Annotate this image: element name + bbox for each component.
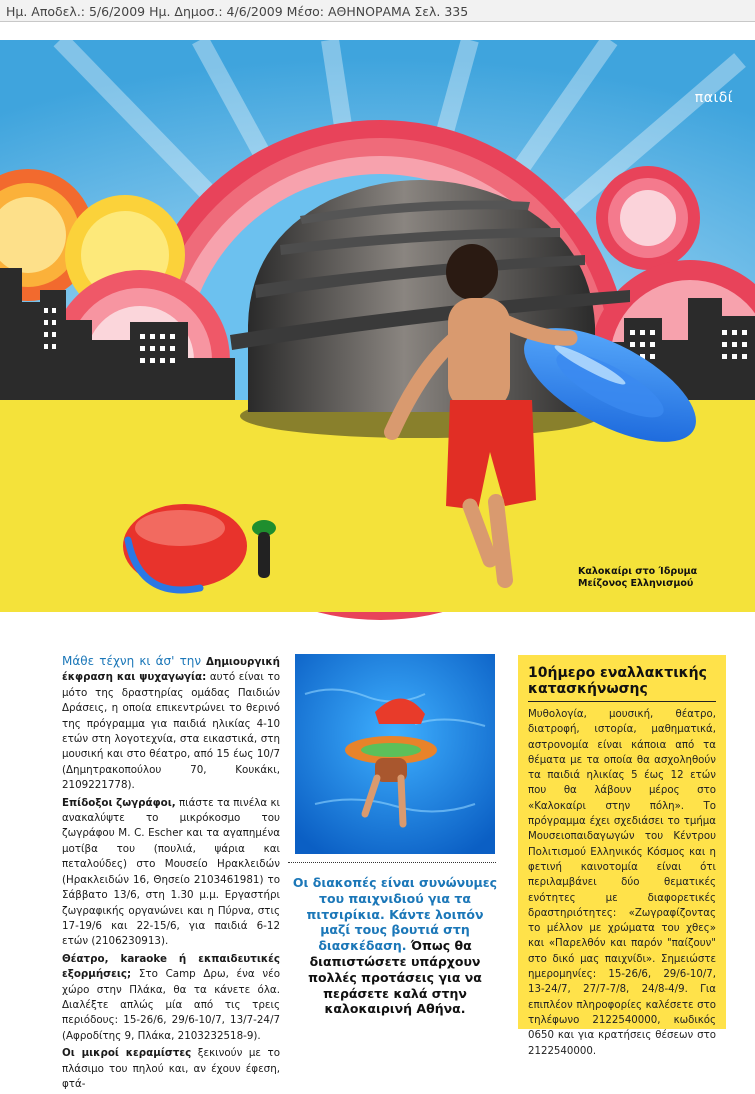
lead-heading: Μάθε τέχνη κι άσ' την — [62, 654, 202, 668]
camp-sidebar-box — [518, 655, 726, 1057]
clipping-header-text: Ημ. Αποδελ.: 5/6/2009 Ημ. Δημοσ.: 4/6/2009 Μέσο: ΑΘΗΝΟΡΑΜΑ Σελ. 335 — [6, 4, 469, 19]
camp-box-rule — [528, 701, 716, 702]
photo-caption: Καλοκαίρι στο Ίδρυμα Μείζονος Ελληνισμού — [578, 566, 698, 589]
section-tag: παιδί — [694, 90, 733, 106]
paragraph-text: ξεκινούν με το πλάσιμο του πηλού και, αν έχουν έφεση, φτά- — [62, 1047, 280, 1090]
paragraph-text: πιάστε τα πινέλα κι ανακαλύψτε το μικρόκοσμο του ζωγράφου M. C. Escher και τα αγαπημένα μοτίβα του (πουλιά, ψάρια και πεταλούδες) στο Μουσείο Ηρακλειδών (Ηρακλειδών 16, Θησείο 2103461981) το Σάββατο 13/6, στη 1.30 μ.μ. Εργαστήρι ζωγραφικής οργανώνει και η Πύρνα, στις 17-19/6 και 22-15/6, για παιδιά 6-12 ετών (2106230913). — [62, 796, 280, 948]
hero-artwork — [0, 40, 755, 612]
sun-right — [596, 166, 700, 270]
paragraph-bold: Επίδοξοι ζωγράφοι, — [62, 796, 176, 809]
pull-quote-text: Όπως θα διαπιστώσετε υπάρχουν πολλές προτάσεις για να περάσετε καλά στην καλοκαιρινή Αθήνα. — [308, 938, 482, 1017]
pool-photo-artwork — [295, 654, 495, 854]
paragraph-ceramics — [62, 1046, 280, 1092]
divider — [288, 862, 496, 863]
pull-quote-highlight: Οι διακοπές είναι συνώνυμες του παιχνιδιού για τα πιτσιρίκια. Κάντε λοιπόν μαζί τους βουτιά στη διασκέδαση. — [292, 875, 498, 954]
pull-quote — [290, 875, 500, 1017]
paragraph-bold: Οι μικροί κεραμίστες — [62, 1047, 192, 1060]
paragraph-painters — [62, 796, 280, 950]
paragraph-text: αυτό είναι το μότο της δραστηρίας ομάδας Παιδιών Δράσεις, η οποία επικεντρώνει το θερινό της πρόγραμμα για παιδιά ηλικίας 4-10 ετών στη λογοτεχνία, στα εικαστικά, στη μουσική και στο θέατρο, από 15 έως 10/7 (Δημητρακοπούλου 70, Κουκάκι, 2109221778). — [62, 671, 281, 792]
clipping-header — [0, 0, 755, 22]
camp-box-title: 10ήμερο εναλλακτικής κατασκήνωσης — [528, 665, 707, 697]
pool-photo — [295, 654, 495, 854]
paragraph-bold: Θέατρο, karaoke ή εκπαιδευτικές εξορμήσεις; — [62, 952, 280, 981]
lead-bold: Δημιουργική έκφραση και ψυχαγωγία: — [62, 656, 281, 684]
paragraph-text: Στο Camp Δρω, ένα νέο χώρο στην Πλάκα, θα τα κάνετε όλα. Διαλέξτε απλώς μία από τις τρεις περιόδους: 15-26/6, 29/6-10/7, 13/7-24/7 (Αφροδίτης 9, Πλάκα, 2103232518-9). — [62, 968, 280, 1042]
left-column — [62, 654, 280, 1094]
paragraph-theatre — [62, 952, 280, 1044]
hero-illustration — [0, 40, 755, 612]
camp-box-body: Μυθολογία, μουσική, θέατρο, διατροφή, ιστορία, μαθηματικά, αστρονομία είναι κάποια από τα θέματα με τα οποία θα ασχοληθούν τα παιδιά ηλικίας 5 έως 12 ετών που θα λάβουν μέρος στο «Καλοκαίρι στην πόλη». Το πρόγραμμα έχει σχεδιάσει το τμήμα Μουσειοπαιδαγωγών του Κέντρου Πολιτισμού Ελληνικός Κόσμος και η φετινή καινοτομία είναι ότι περιλαμβάνει δύο θεματικές ενότητες με διαφορετικές δραστηριότητες: «Ζωγραφίζοντας το μέλλον με χρώματα του χθες» και «Παρελθόν και παρόν "παίζουν" στο δικό μας παιχνίδι». Σημειώστε ημερομηνίες: 15-26/6, 29/6-10/7, 13-24/7, 27/7-7/8, 24/8-4/9. Για επιπλέον πληροφορίες καλέσετε στο τηλέφωνο 2122540000, κωδικός 0650 και για κρατήσεις θέσεων στο 2122540000. — [528, 709, 716, 1057]
paragraph-art — [62, 654, 280, 794]
